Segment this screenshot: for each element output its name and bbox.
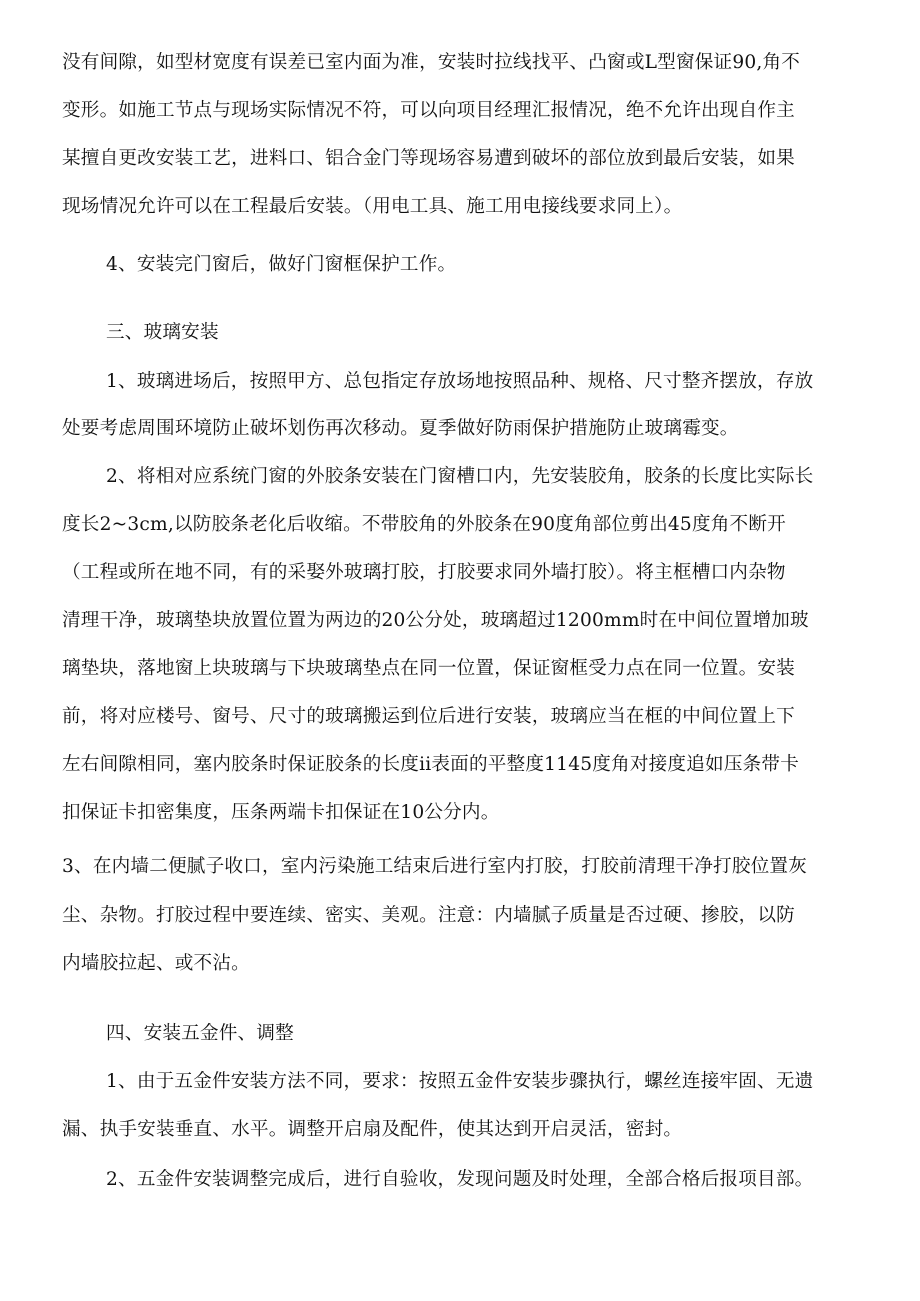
paragraph-line: 1、由于五金件安装方法不同，要求：按照五金件安装步骤执行，螺丝连接牢固、无遗 <box>106 1071 814 1092</box>
body-text-line: 璃垫块，落地窗上块玻璃与下块玻璃垫点在同一位置，保证窗框受力点在同一位置。安装 <box>62 658 795 679</box>
body-text-line: 清理干净，玻璃垫块放置位置为两边的20公分处，玻璃超过1200mm时在中间位置增加玻 <box>62 610 809 631</box>
body-text-line: 内墙胶拉起、或不沾。 <box>62 953 250 974</box>
body-text-line: （工程或所在地不同，有的采娶外玻璃打胶，打胶要求同外墙打胶）。将主框槽口内杂物 <box>62 562 786 583</box>
section-heading-glass-installation: 三、玻璃安装 <box>106 322 219 343</box>
body-text-line: 变形。如施工节点与现场实际情况不符，可以向项目经理汇报情况，绝不允许出现自作主 <box>62 100 795 121</box>
body-text-line: 现场情况允许可以在工程最后安装。（用电工具、施工用电接线要求同上）。 <box>62 196 683 217</box>
body-text-line: 左右间隙相同，塞内胶条时保证胶条的长度ii表面的平整度1145度角对接度追如压条带卡 <box>62 754 799 775</box>
paragraph-line: 2、将相对应系统门窗的外胶条安装在门窗槽口内，先安装胶角，胶条的长度比实际长 <box>106 466 814 487</box>
body-text-line: 尘、杂物。打胶过程中要连续、密实、美观。注意：内墙腻子质量是否过硬、掺胶，以防 <box>62 905 795 926</box>
body-text-line: 漏、执手安装垂直、水平。调整开启扇及配件，使其达到开启灵活，密封。 <box>62 1119 683 1140</box>
body-text-line: 没有间隙，如型材宽度有误差已室内面为准，安装时拉线找平、凸窗或L型窗保证90,角不 <box>62 52 801 73</box>
body-text-line: 前，将对应楼号、窗号、尺寸的玻璃搬运到位后进行安装，玻璃应当在框的中间位置上下 <box>62 706 795 727</box>
body-text-line: 扣保证卡扣密集度，压条两端卡扣保证在10公分内。 <box>62 802 500 823</box>
section-heading-hardware-adjustment: 四、安装五金件、调整 <box>106 1023 294 1044</box>
body-text-line: 处要考虑周围环境防止破坏划伤再次移动。夏季做好防雨保护措施防止玻璃霉变。 <box>62 418 739 439</box>
paragraph-line: 3、在内墙二便腻子收口，室内污染施工结束后进行室内打胶，打胶前清理干净打胶位置灰 <box>62 856 807 877</box>
body-text-line: 某擅自更改安装工艺，进料口、铝合金门等现场容易遭到破坏的部位放到最后安装，如果 <box>62 148 795 169</box>
paragraph-line: 1、玻璃进场后，按照甲方、总包指定存放场地按照品种、规格、尺寸整齐摆放，存放 <box>106 371 814 392</box>
body-text-line: 度长2~3cm,以防胶条老化后收缩。不带胶角的外胶条在90度角部位剪出45度角不断开 <box>62 514 786 535</box>
paragraph-line: 4、安装完门窗后，做好门窗框保护工作。 <box>106 254 457 275</box>
paragraph-line: 2、五金件安装调整完成后，进行自验收，发现问题及时处理，全部合格后报项目部。 <box>106 1169 814 1190</box>
